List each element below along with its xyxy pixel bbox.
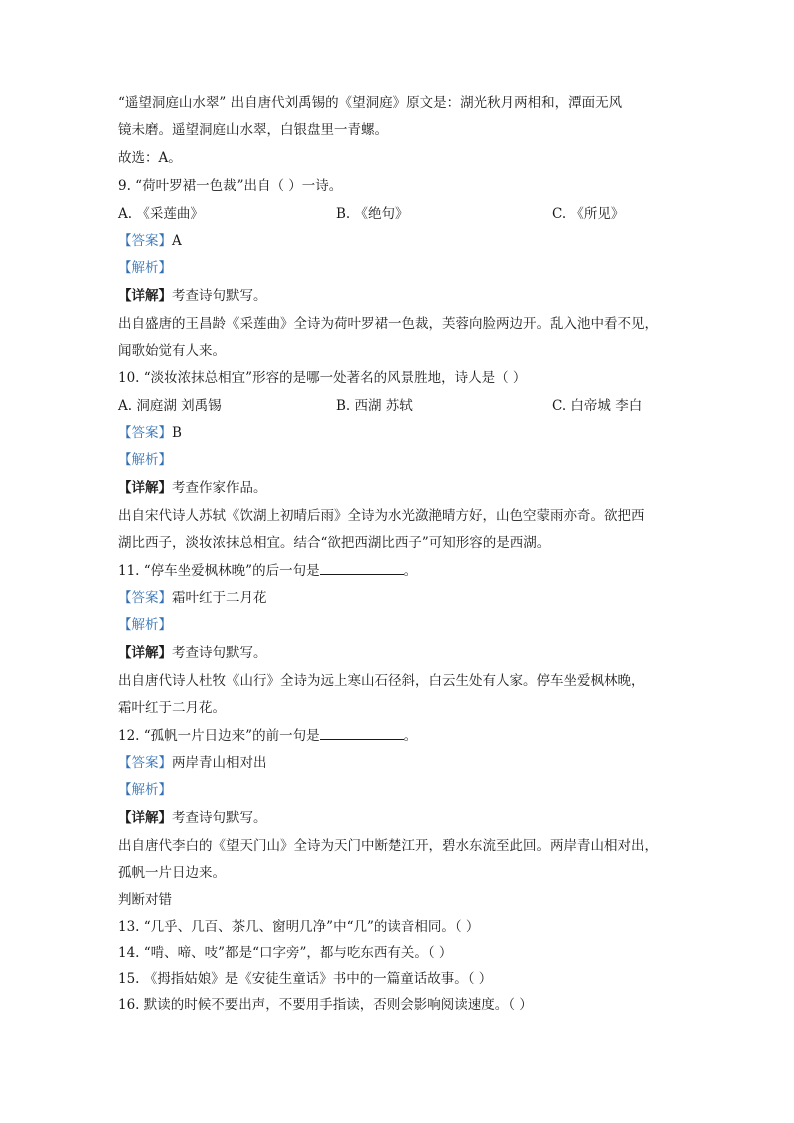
detail-text: 考查作家作品。 <box>172 480 267 496</box>
question-11-explain-2: 霜叶红于二月花。 <box>118 700 226 716</box>
intro-answer-line: 故选：A。 <box>118 150 182 166</box>
question-11-stem-end: 。 <box>403 563 418 579</box>
analysis-tag: 【解析】 <box>118 260 172 276</box>
question-11-detail-row <box>118 644 267 662</box>
answer-tag: 【答案】 <box>118 755 172 771</box>
question-10-explain-1: 出自宋代诗人苏轼《饮湖上初晴后雨》全诗为水光潋滟晴方好，山色空蒙雨亦奇。欲把西 <box>118 508 645 524</box>
judge-item: 16. 默读的时候不要出声，不要用手指读，否则会影响阅读速度。（ ） <box>118 997 533 1013</box>
question-10-option-c: C. 白帝城 李白 <box>552 398 643 414</box>
analysis-tag: 【解析】 <box>118 617 172 633</box>
question-12-stem-end: 。 <box>403 728 418 744</box>
answer-value: 霜叶红于二月花 <box>172 590 267 606</box>
question-9-option-c: C. 《所见》 <box>552 206 625 222</box>
judge-item: 13. “几乎、几百、茶几、窗明几净”中“几”的读音相同。（ ） <box>118 919 480 935</box>
question-10-detail-row <box>118 479 267 497</box>
question-9-explain-2: 闻歌始觉有人来。 <box>118 343 226 359</box>
answer-value: B <box>172 425 182 441</box>
answer-value: A <box>172 233 182 249</box>
answer-value: 两岸青山相对出 <box>172 755 267 771</box>
question-10-answer-row <box>118 424 182 442</box>
question-12-explain-1: 出自唐代李白的《望天门山》全诗为天门中断楚江开，碧水东流至此回。两岸青山相对出， <box>118 838 658 854</box>
answer-tag: 【答案】 <box>118 425 172 441</box>
detail-tag: 【详解】 <box>118 480 172 496</box>
question-11-stem-text: 11. “停车坐爱枫林晚”的后一句是 <box>118 563 320 579</box>
answer-tag: 【答案】 <box>118 590 172 606</box>
judge-item: 15. 《拇指姑娘》是《安徒生童话》书中的一篇童话故事。（ ） <box>118 971 493 987</box>
question-11-answer-row <box>118 589 267 607</box>
question-9-detail-row <box>118 287 267 305</box>
detail-tag: 【详解】 <box>118 810 172 826</box>
question-12-stem-text: 12. “孤帆一片日边来”的前一句是 <box>118 728 320 744</box>
detail-text: 考查诗句默写。 <box>172 645 267 661</box>
question-9-stem: 9. “荷叶罗裙一色裁”出自（ ）一诗。 <box>118 178 343 194</box>
detail-text: 考查诗句默写。 <box>172 810 267 826</box>
question-9-option-b: B. 《绝句》 <box>336 206 409 222</box>
answer-tag: 【答案】 <box>118 233 172 249</box>
question-9-option-a: A. 《采莲曲》 <box>118 206 204 222</box>
question-9-answer-row <box>118 232 182 250</box>
intro-line-1: “遥望洞庭山水翠” 出自唐代刘禹锡的《望洞庭》原文是：湖光秋月两相和，潭面无风 <box>118 95 623 111</box>
question-10-explain-2: 湖比西子，淡妆浓抹总相宜。结合“欲把西湖比西子”可知形容的是西湖。 <box>118 535 551 551</box>
question-12-stem <box>118 726 417 745</box>
question-11-explain-1: 出自唐代诗人杜牧《山行》全诗为远上寒山石径斜，白云生处有人家。停车坐爱枫林晚， <box>118 673 645 689</box>
question-12-answer-row <box>118 754 267 772</box>
analysis-tag: 【解析】 <box>118 452 172 468</box>
question-12-explain-2: 孤帆一片日边来。 <box>118 865 226 881</box>
answer-blank <box>320 726 404 740</box>
question-12-detail-row <box>118 809 267 827</box>
detail-tag: 【详解】 <box>118 288 172 304</box>
detail-text: 考查诗句默写。 <box>172 288 267 304</box>
question-11-stem <box>118 561 417 580</box>
detail-tag: 【详解】 <box>118 645 172 661</box>
question-10-option-b: B. 西湖 苏轼 <box>336 398 413 414</box>
question-10-stem: 10. “淡妆浓抹总相宜”形容的是哪一处著名的风景胜地，诗人是（ ） <box>118 370 527 386</box>
judge-item: 14. “啃、啼、吱”都是“口字旁”，都与吃东西有关。（ ） <box>118 945 453 961</box>
question-9-explain-1: 出自盛唐的王昌龄《采莲曲》全诗为荷叶罗裙一色裁，芙蓉向脸两边开。乱入池中看不见， <box>118 316 658 332</box>
analysis-tag: 【解析】 <box>118 782 172 798</box>
question-10-option-a: A. 洞庭湖 刘禹锡 <box>118 398 222 414</box>
answer-blank <box>320 561 404 575</box>
section-title: 判断对错 <box>118 892 172 908</box>
intro-line-2: 镜未磨。遥望洞庭山水翠，白银盘里一青螺。 <box>118 122 388 138</box>
